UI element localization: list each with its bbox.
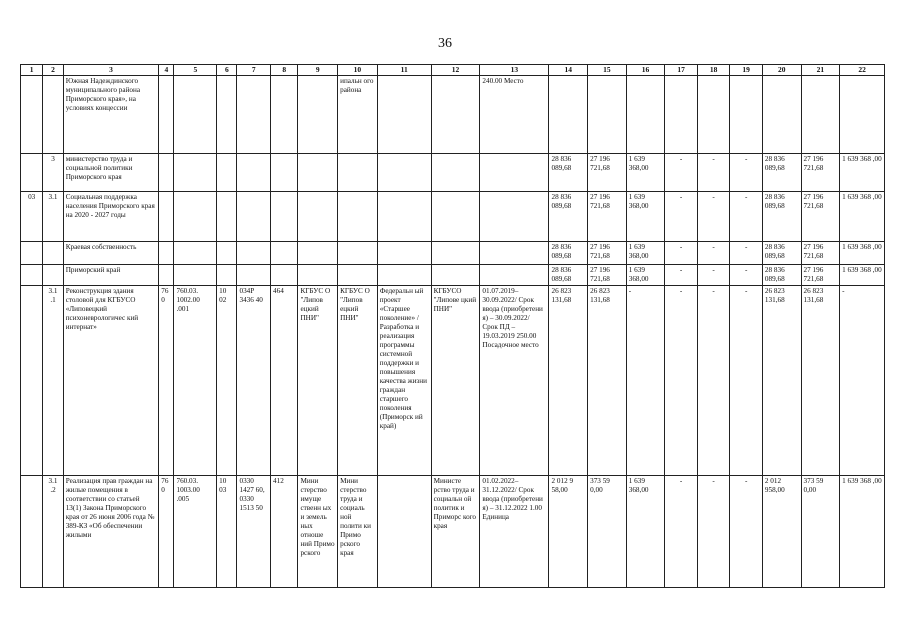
table-cell	[298, 242, 338, 265]
table-cell: ипальн ого района	[338, 76, 378, 154]
table-cell	[665, 76, 698, 154]
table-cell	[21, 242, 43, 265]
table-cell: 28 836 089,68	[549, 265, 588, 286]
table-cell: 3.1 .1	[43, 286, 63, 476]
table-cell: -	[730, 286, 763, 476]
table-cell	[431, 76, 480, 154]
table-cell	[174, 192, 217, 242]
table-cell: Реализация прав граждан на жилые помещения в соответствии со статьей 13(1) Закона Приморского края от 26 июня 2006 года № 389-КЗ «Об обеспечении жилыми	[63, 476, 159, 588]
column-header: 13	[480, 65, 549, 76]
table-cell: 01.02.2022– 31.12.2022/ Срок ввода (приобретени я) – 31.12.2022 1.00 Единица	[480, 476, 549, 588]
table-cell: министерство труда и социальной политики Приморского края	[63, 154, 159, 192]
table-header-row	[21, 65, 885, 76]
table-cell	[217, 265, 237, 286]
table-cell	[271, 76, 298, 154]
table-cell: 1 639 368,00	[626, 476, 665, 588]
table-cell	[159, 265, 174, 286]
table-cell: 464	[271, 286, 298, 476]
column-header: 5	[174, 65, 217, 76]
column-header: 11	[377, 65, 431, 76]
table-cell: -	[626, 286, 665, 476]
table-cell	[431, 265, 480, 286]
table-cell: -	[697, 476, 730, 588]
table-row	[21, 476, 885, 588]
table-cell	[217, 76, 237, 154]
table-cell: Краевая собственность	[63, 242, 159, 265]
column-header: 19	[730, 65, 763, 76]
table-cell: -	[730, 242, 763, 265]
table-cell: 1 639 368,00	[626, 192, 665, 242]
table-cell: 27 196 721,68	[588, 265, 627, 286]
table-cell	[237, 76, 271, 154]
table-cell: -	[840, 286, 885, 476]
table-cell: Социальная поддержка населения Приморского края на 2020 - 2027 годы	[63, 192, 159, 242]
table-cell	[21, 154, 43, 192]
column-header: 18	[697, 65, 730, 76]
table-cell	[21, 76, 43, 154]
table-cell	[377, 265, 431, 286]
table-row	[21, 265, 885, 286]
table-cell	[43, 76, 63, 154]
table-cell: 373 59 0,00	[588, 476, 627, 588]
table-cell: -	[697, 154, 730, 192]
table-cell: 1 639 368,00	[626, 265, 665, 286]
table-cell: Приморский край	[63, 265, 159, 286]
table-cell	[21, 476, 43, 588]
table-cell	[174, 154, 217, 192]
table-cell: 1 639 368,00	[626, 154, 665, 192]
table-cell	[159, 76, 174, 154]
table-cell: 76 0	[159, 286, 174, 476]
table-cell: -	[665, 476, 698, 588]
table-cell: 1 639 368 ,00	[840, 265, 885, 286]
column-header: 2	[43, 65, 63, 76]
page-number: 36	[438, 36, 452, 51]
table-cell: 28 836 089,68	[549, 192, 588, 242]
table-cell	[549, 76, 588, 154]
table-cell: Реконструкция здания столовой для КГБУСО «Липовецкий психоневрологичес кий интернат»	[63, 286, 159, 476]
table-cell	[174, 76, 217, 154]
table-cell: 27 196 721,68	[801, 192, 840, 242]
table-cell: 26 823 131,68	[588, 286, 627, 476]
table-cell: 28 836 089,68	[549, 242, 588, 265]
table-cell: 760.03. 1003.00 .005	[174, 476, 217, 588]
table-cell	[159, 242, 174, 265]
table-cell: -	[730, 154, 763, 192]
table-cell: 10 03	[217, 476, 237, 588]
table-cell: 760.03. 1002.00 .001	[174, 286, 217, 476]
table-cell	[159, 192, 174, 242]
table-cell: 1 639 368 ,00	[840, 242, 885, 265]
table-cell	[298, 265, 338, 286]
table-cell: Федеральн ый проект «Старшее поколение» /Разработка и реализация программы системной поддержки и повышения качества жизни граждан старшего поколения (Приморск ий край)	[377, 286, 431, 476]
table-cell: 28 836 089,68	[762, 154, 801, 192]
table-cell: -	[697, 192, 730, 242]
table-cell: 26 823 131,68	[762, 286, 801, 476]
table-cell: 27 196 721,68	[588, 154, 627, 192]
table-cell: 0330 1427 60, 0330 1513 50	[237, 476, 271, 588]
table-cell: -	[697, 242, 730, 265]
table-cell	[338, 192, 378, 242]
column-header: 8	[271, 65, 298, 76]
table-row	[21, 154, 885, 192]
table-cell	[801, 76, 840, 154]
table-cell: 28 836 089,68	[762, 265, 801, 286]
table-cell: 28 836 089,68	[762, 242, 801, 265]
table-cell	[377, 476, 431, 588]
table-cell: 26 823 131,68	[801, 286, 840, 476]
table-cell: 412	[271, 476, 298, 588]
table-cell	[237, 265, 271, 286]
table-cell	[480, 265, 549, 286]
table-cell	[298, 154, 338, 192]
table-cell: Южная Надеждинского муниципального района Приморского края», на условиях концессии	[63, 76, 159, 154]
table-cell: -	[730, 192, 763, 242]
column-header: 22	[840, 65, 885, 76]
column-header: 12	[431, 65, 480, 76]
table-cell	[217, 192, 237, 242]
table-cell: 28 836 089,68	[762, 192, 801, 242]
table-cell: Мини стерство труда и социаль ной полити ки Примо рского края	[338, 476, 378, 588]
column-header: 16	[626, 65, 665, 76]
table-cell: 373 59 0,00	[801, 476, 840, 588]
table-cell	[338, 265, 378, 286]
table-cell: -	[665, 154, 698, 192]
table-cell	[431, 192, 480, 242]
table-cell	[21, 286, 43, 476]
table-cell	[338, 242, 378, 265]
table-cell: 27 196 721,68	[801, 242, 840, 265]
table-cell	[626, 76, 665, 154]
table-cell: 27 196 721,68	[801, 154, 840, 192]
table-cell: 3.1	[43, 192, 63, 242]
table-cell: 1 639 368 ,00	[840, 476, 885, 588]
table-cell: -	[697, 265, 730, 286]
column-header: 6	[217, 65, 237, 76]
table-cell: 3.1 .2	[43, 476, 63, 588]
table-cell	[762, 76, 801, 154]
column-header: 15	[588, 65, 627, 76]
table-row	[21, 192, 885, 242]
column-header: 10	[338, 65, 378, 76]
column-header: 7	[237, 65, 271, 76]
table-cell	[377, 154, 431, 192]
table-cell: -	[665, 242, 698, 265]
table-cell	[271, 154, 298, 192]
table-cell: -	[730, 265, 763, 286]
column-header: 17	[665, 65, 698, 76]
column-header: 4	[159, 65, 174, 76]
column-header: 20	[762, 65, 801, 76]
table-cell: -	[665, 286, 698, 476]
table-cell: 27 196 721,68	[588, 192, 627, 242]
table-cell: 1 639 368 ,00	[840, 192, 885, 242]
table-cell	[377, 192, 431, 242]
table-cell	[730, 76, 763, 154]
column-header: 1	[21, 65, 43, 76]
table-cell	[298, 76, 338, 154]
table-cell: 10 02	[217, 286, 237, 476]
table-cell	[174, 242, 217, 265]
table-cell	[174, 265, 217, 286]
table-cell: 01.07.2019– 30.09.2022/ Срок ввода (приобретени я) – 30.09.2022/ Срок ПД – 19.03.2019 250.00 Посадочное место	[480, 286, 549, 476]
table-cell	[697, 76, 730, 154]
table-cell	[271, 265, 298, 286]
table-cell	[217, 154, 237, 192]
column-header: 14	[549, 65, 588, 76]
table-cell: КГБУС О "Липов ецкий ПНИ"	[338, 286, 378, 476]
table-cell	[159, 154, 174, 192]
table-cell	[431, 154, 480, 192]
table-cell	[21, 265, 43, 286]
column-header: 21	[801, 65, 840, 76]
table-cell: 1 639 368,00	[626, 242, 665, 265]
table-cell	[271, 192, 298, 242]
table-cell	[298, 192, 338, 242]
table-row	[21, 286, 885, 476]
table-cell	[217, 242, 237, 265]
table-cell	[480, 242, 549, 265]
table-cell: КГБУС О "Липов ецкий ПНИ"	[298, 286, 338, 476]
table-cell: 03	[21, 192, 43, 242]
table-cell: 2 012 9 58,00	[549, 476, 588, 588]
table-cell: 26 823 131,68	[549, 286, 588, 476]
table-cell	[43, 242, 63, 265]
table-cell: Мини стерство имуще ственн ых и земель ных отноше ний Примо рского	[298, 476, 338, 588]
table-row	[21, 76, 885, 154]
table-row	[21, 242, 885, 265]
column-header: 3	[63, 65, 159, 76]
table-cell: 76 0	[159, 476, 174, 588]
table-cell: 2 012 958,00	[762, 476, 801, 588]
table-cell	[377, 76, 431, 154]
table-cell	[431, 242, 480, 265]
table-cell	[480, 192, 549, 242]
table-cell	[588, 76, 627, 154]
column-header: 9	[298, 65, 338, 76]
table-cell: КГБУСО "Липове цкий ПНИ"	[431, 286, 480, 476]
table-cell: -	[730, 476, 763, 588]
table-cell	[377, 242, 431, 265]
table-cell	[271, 242, 298, 265]
table-cell: 3	[43, 154, 63, 192]
table-cell: -	[697, 286, 730, 476]
table-cell: -	[665, 265, 698, 286]
table-cell: 27 196 721,68	[588, 242, 627, 265]
budget-table	[20, 64, 885, 588]
table-cell	[840, 76, 885, 154]
table-cell	[480, 154, 549, 192]
table-cell: 240.00 Место	[480, 76, 549, 154]
table-cell	[43, 265, 63, 286]
table-cell: -	[665, 192, 698, 242]
table-cell: 28 836 089,68	[549, 154, 588, 192]
table-cell	[237, 192, 271, 242]
table-cell	[237, 154, 271, 192]
table-cell: 034Р 3436 40	[237, 286, 271, 476]
table-cell	[237, 242, 271, 265]
table-cell: 1 639 368 ,00	[840, 154, 885, 192]
table-cell: 27 196 721,68	[801, 265, 840, 286]
table-cell: Министе рство труда и социальн ой политик и Приморс кого края	[431, 476, 480, 588]
table-cell	[338, 154, 378, 192]
